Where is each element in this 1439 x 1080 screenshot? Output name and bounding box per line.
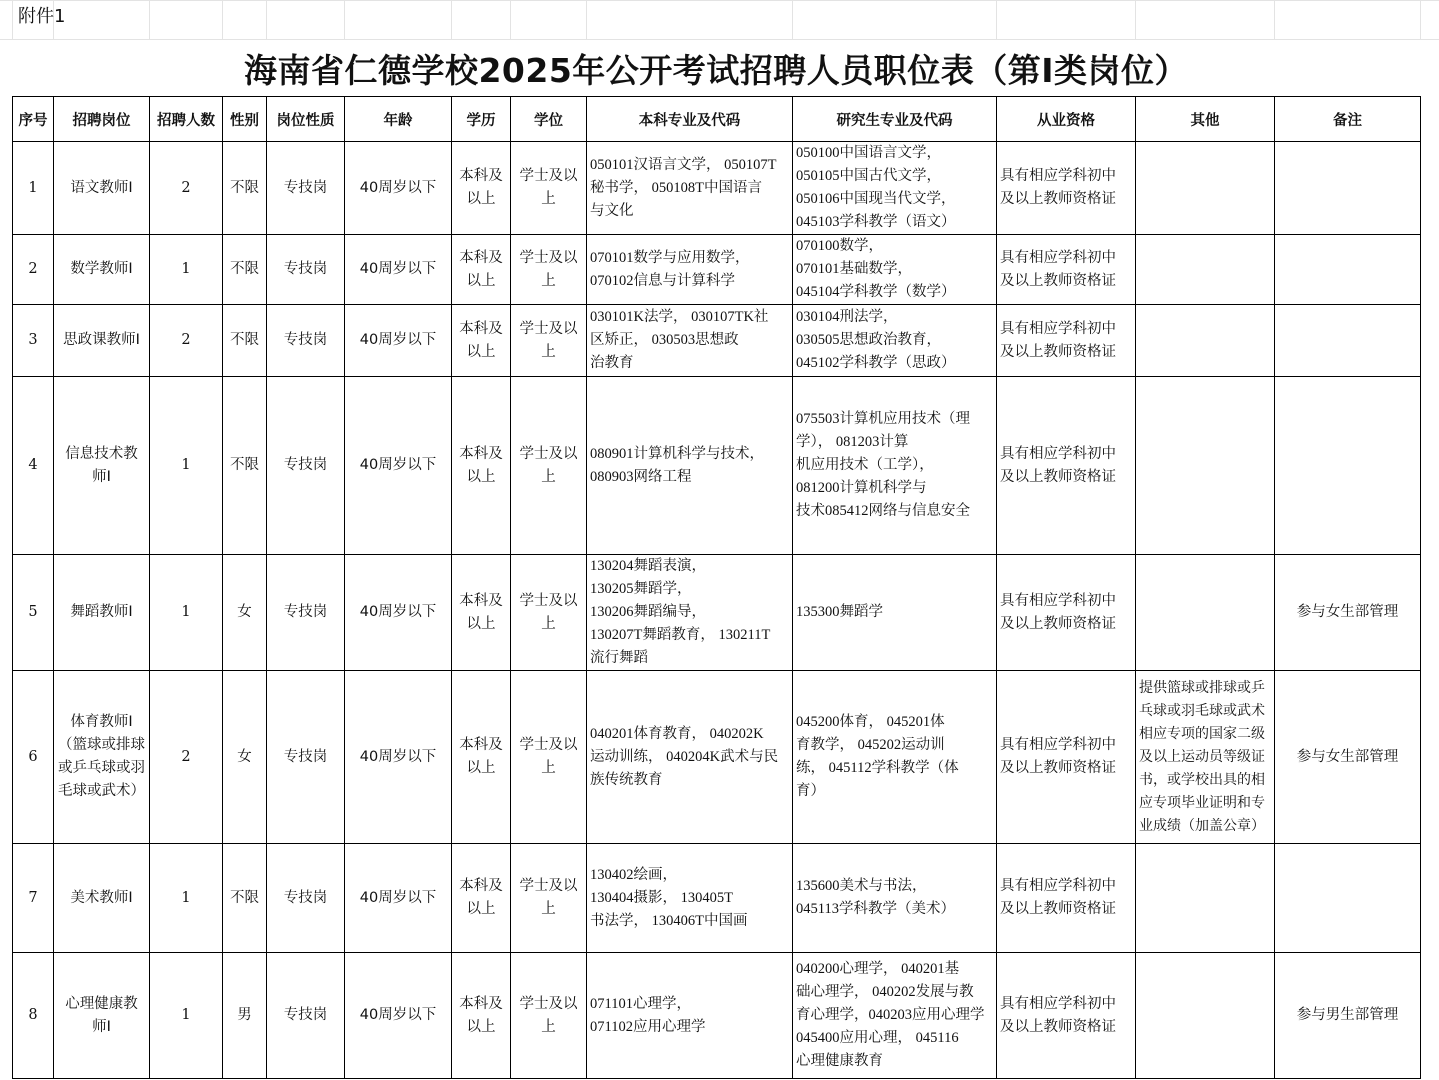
cell-degree[interactable]: 学士及以 上 [511,235,587,305]
cell-other[interactable] [1136,305,1275,377]
cell-other[interactable]: 提供篮球或排球或乒 乓球或羽毛球或武术 相应专项的国家二级 及以上运动员等级证 书，或学校出具的相 应专项毕业证明和专 业成绩（加盖公章） [1136,671,1275,844]
cell-degree[interactable]: 学士及以 上 [511,953,587,1079]
header-cell-qualification[interactable]: 从业资格 [997,97,1136,142]
cell-grad-major[interactable]: 070100数学， 070101基础数学， 045104学科教学（数学） [793,235,997,305]
cell-count[interactable]: 2 [150,305,223,377]
cell-remark[interactable] [1275,235,1421,305]
page-title: 海南省仁德学校2025年公开考试招聘人员职位表（第I类岗位） [243,50,1189,90]
cell-qualification[interactable]: 具有相应学科初中 及以上教师资格证 [997,235,1136,305]
cell-education[interactable]: 本科及 以上 [452,305,511,377]
cell-no[interactable]: 4 [13,377,54,555]
cell-count[interactable]: 1 [150,377,223,555]
cell-other[interactable] [1136,377,1275,555]
cell-grad-major[interactable]: 050100中国语言文学， 050105中国古代文学， 050106中国现当代文学， 045103学科教学（语文） [793,142,997,235]
header-cell-grad-major[interactable]: 研究生专业及代码 [793,97,997,142]
cell-undergrad-major[interactable]: 071101心理学， 071102应用心理学 [587,953,793,1079]
cell-no[interactable]: 3 [13,305,54,377]
cell-qualification[interactable]: 具有相应学科初中 及以上教师资格证 [997,844,1136,953]
gridline [451,0,452,40]
cell-other[interactable] [1136,844,1275,953]
cell-count[interactable]: 2 [150,671,223,844]
cell-other[interactable] [1136,235,1275,305]
header-cell-undergrad-major[interactable]: 本科专业及代码 [587,97,793,142]
gridline [1420,0,1421,40]
cell-gender[interactable]: 不限 [223,142,267,235]
cell-age[interactable]: 40周岁以下 [345,142,452,235]
cell-qualification[interactable]: 具有相应学科初中 及以上教师资格证 [997,142,1136,235]
cell-count[interactable]: 1 [150,953,223,1079]
cell-remark[interactable] [1275,305,1421,377]
cell-education[interactable]: 本科及 以上 [452,844,511,953]
header-cell-nature[interactable]: 岗位性质 [267,97,345,142]
cell-age[interactable]: 40周岁以下 [345,844,452,953]
cell-post[interactable]: 心理健康教 师I [54,953,150,1079]
cell-degree[interactable]: 学士及以 上 [511,671,587,844]
cell-count[interactable]: 2 [150,142,223,235]
cell-undergrad-major[interactable]: 040201体育教育， 040202K 运动训练， 040204K武术与民 族传统教育 [587,671,793,844]
cell-post[interactable]: 美术教师I [54,844,150,953]
cell-remark[interactable] [1275,844,1421,953]
cell-education[interactable]: 本科及 以上 [452,377,511,555]
cell-grad-major[interactable]: 135300舞蹈学 [793,555,997,671]
cell-remark[interactable]: 参与男生部管理 [1275,953,1421,1079]
cell-grad-major[interactable]: 040200心理学， 040201基 础心理学， 040202发展与教 育心理学，040203应用心理学 045400应用心理， 045116 心理健康教育 [793,953,997,1079]
table-row [13,235,1421,305]
cell-remark[interactable] [1275,142,1421,235]
cell-nature[interactable]: 专技岗 [267,953,345,1079]
cell-education[interactable]: 本科及 以上 [452,953,511,1079]
header-cell-degree[interactable]: 学位 [511,97,587,142]
cell-gender[interactable]: 不限 [223,377,267,555]
table-row [13,953,1421,1079]
gridline [222,0,223,40]
cell-count[interactable]: 1 [150,235,223,305]
gridline [1135,0,1136,40]
gridline [510,0,511,40]
cell-no[interactable]: 2 [13,235,54,305]
cell-age[interactable]: 40周岁以下 [345,671,452,844]
cell-qualification[interactable]: 具有相应学科初中 及以上教师资格证 [997,671,1136,844]
gridline [996,0,997,40]
attachment-label: 附件1 [18,6,66,27]
cell-nature[interactable]: 专技岗 [267,671,345,844]
cell-degree[interactable]: 学士及以 上 [511,305,587,377]
header-cell-gender[interactable]: 性别 [223,97,267,142]
cell-no[interactable]: 8 [13,953,54,1079]
cell-grad-major[interactable]: 075503计算机应用技术（理 学）， 081203计算 机应用技术（工学）， 081200计算机科学与 技术085412网络与信息安全 [793,377,997,555]
cell-no[interactable]: 5 [13,555,54,671]
cell-education[interactable]: 本科及 以上 [452,671,511,844]
header-cell-post[interactable]: 招聘岗位 [54,97,150,142]
table-row [13,377,1421,555]
cell-education[interactable]: 本科及 以上 [452,142,511,235]
header-row [13,97,1421,142]
gridline [1274,0,1275,40]
header-cell-other[interactable]: 其他 [1136,97,1275,142]
cell-undergrad-major[interactable]: 050101汉语言文学， 050107T 秘书学， 050108T中国语言 与文化 [587,142,793,235]
table-row [13,305,1421,377]
cell-remark[interactable]: 参与女生部管理 [1275,671,1421,844]
cell-age[interactable]: 40周岁以下 [345,555,452,671]
cell-degree[interactable]: 学士及以 上 [511,844,587,953]
cell-no[interactable]: 6 [13,671,54,844]
cell-undergrad-major[interactable]: 130402绘画， 130404摄影， 130405T 书法学， 130406T中国画 [587,844,793,953]
header-cell-remark[interactable]: 备注 [1275,97,1421,142]
cell-other[interactable] [1136,142,1275,235]
cell-nature[interactable]: 专技岗 [267,235,345,305]
cell-nature[interactable]: 专技岗 [267,142,345,235]
cell-post[interactable]: 体育教师I （篮球或排球 或乒乓球或羽 毛球或武术） [54,671,150,844]
header-cell-education[interactable]: 学历 [452,97,511,142]
cell-undergrad-major[interactable]: 030101K法学， 030107TK社 区矫正， 030503思想政 治教育 [587,305,793,377]
cell-gender[interactable]: 不限 [223,844,267,953]
gridline [586,0,587,40]
cell-undergrad-major[interactable]: 070101数学与应用数学， 070102信息与计算科学 [587,235,793,305]
cell-gender[interactable]: 不限 [223,235,267,305]
cell-gender[interactable]: 女 [223,671,267,844]
cell-age[interactable]: 40周岁以下 [345,377,452,555]
cell-gender[interactable]: 不限 [223,305,267,377]
cell-age[interactable]: 40周岁以下 [345,305,452,377]
cell-undergrad-major[interactable]: 130204舞蹈表演， 130205舞蹈学， 130206舞蹈编导， 130207T舞蹈教育， 130211T 流行舞蹈 [587,555,793,671]
gridline [0,0,1439,1]
cell-nature[interactable]: 专技岗 [267,555,345,671]
job-table [12,96,1421,1079]
table-row [13,142,1421,235]
cell-post[interactable]: 思政课教师I [54,305,150,377]
cell-degree[interactable]: 学士及以 上 [511,377,587,555]
cell-qualification[interactable]: 具有相应学科初中 及以上教师资格证 [997,555,1136,671]
cell-education[interactable]: 本科及 以上 [452,555,511,671]
header-cell-count[interactable]: 招聘人数 [150,97,223,142]
cell-grad-major[interactable]: 135600美术与书法， 045113学科教学（美术） [793,844,997,953]
cell-no[interactable]: 1 [13,142,54,235]
cell-age[interactable]: 40周岁以下 [345,235,452,305]
cell-remark[interactable] [1275,377,1421,555]
cell-post[interactable]: 信息技术教 师I [54,377,150,555]
cell-gender[interactable]: 男 [223,953,267,1079]
cell-age[interactable]: 40周岁以下 [345,953,452,1079]
cell-degree[interactable]: 学士及以 上 [511,142,587,235]
cell-post[interactable]: 语文教师I [54,142,150,235]
cell-grad-major[interactable]: 045200体育， 045201体 育教学， 045202运动训 练， 045112学科教学（体 育） [793,671,997,844]
cell-education[interactable]: 本科及 以上 [452,235,511,305]
cell-nature[interactable]: 专技岗 [267,305,345,377]
cell-nature[interactable]: 专技岗 [267,377,345,555]
gridline [344,0,345,40]
cell-gender[interactable]: 女 [223,555,267,671]
cell-grad-major[interactable]: 030104刑法学， 030505思想政治教育， 045102学科教学（思政） [793,305,997,377]
cell-no[interactable]: 7 [13,844,54,953]
cell-qualification[interactable]: 具有相应学科初中 及以上教师资格证 [997,953,1136,1079]
cell-qualification[interactable]: 具有相应学科初中 及以上教师资格证 [997,305,1136,377]
header-cell-no[interactable]: 序号 [13,97,54,142]
cell-undergrad-major[interactable]: 080901计算机科学与技术， 080903网络工程 [587,377,793,555]
cell-other[interactable] [1136,953,1275,1079]
gridline [792,0,793,40]
cell-count[interactable]: 1 [150,555,223,671]
gridline [266,0,267,40]
gridline [149,0,150,40]
cell-remark[interactable]: 参与女生部管理 [1275,555,1421,671]
table-row [13,844,1421,953]
cell-post[interactable]: 舞蹈教师I [54,555,150,671]
title-cell[interactable] [12,40,1420,96]
cell-nature[interactable]: 专技岗 [267,844,345,953]
cell-post[interactable]: 数学教师I [54,235,150,305]
cell-other[interactable] [1136,555,1275,671]
cell-count[interactable]: 1 [150,844,223,953]
header-cell-age[interactable]: 年龄 [345,97,452,142]
table-row [13,555,1421,671]
gridline [12,0,13,40]
cell-qualification[interactable]: 具有相应学科初中 及以上教师资格证 [997,377,1136,555]
table-row [13,671,1421,844]
cell-degree[interactable]: 学士及以 上 [511,555,587,671]
